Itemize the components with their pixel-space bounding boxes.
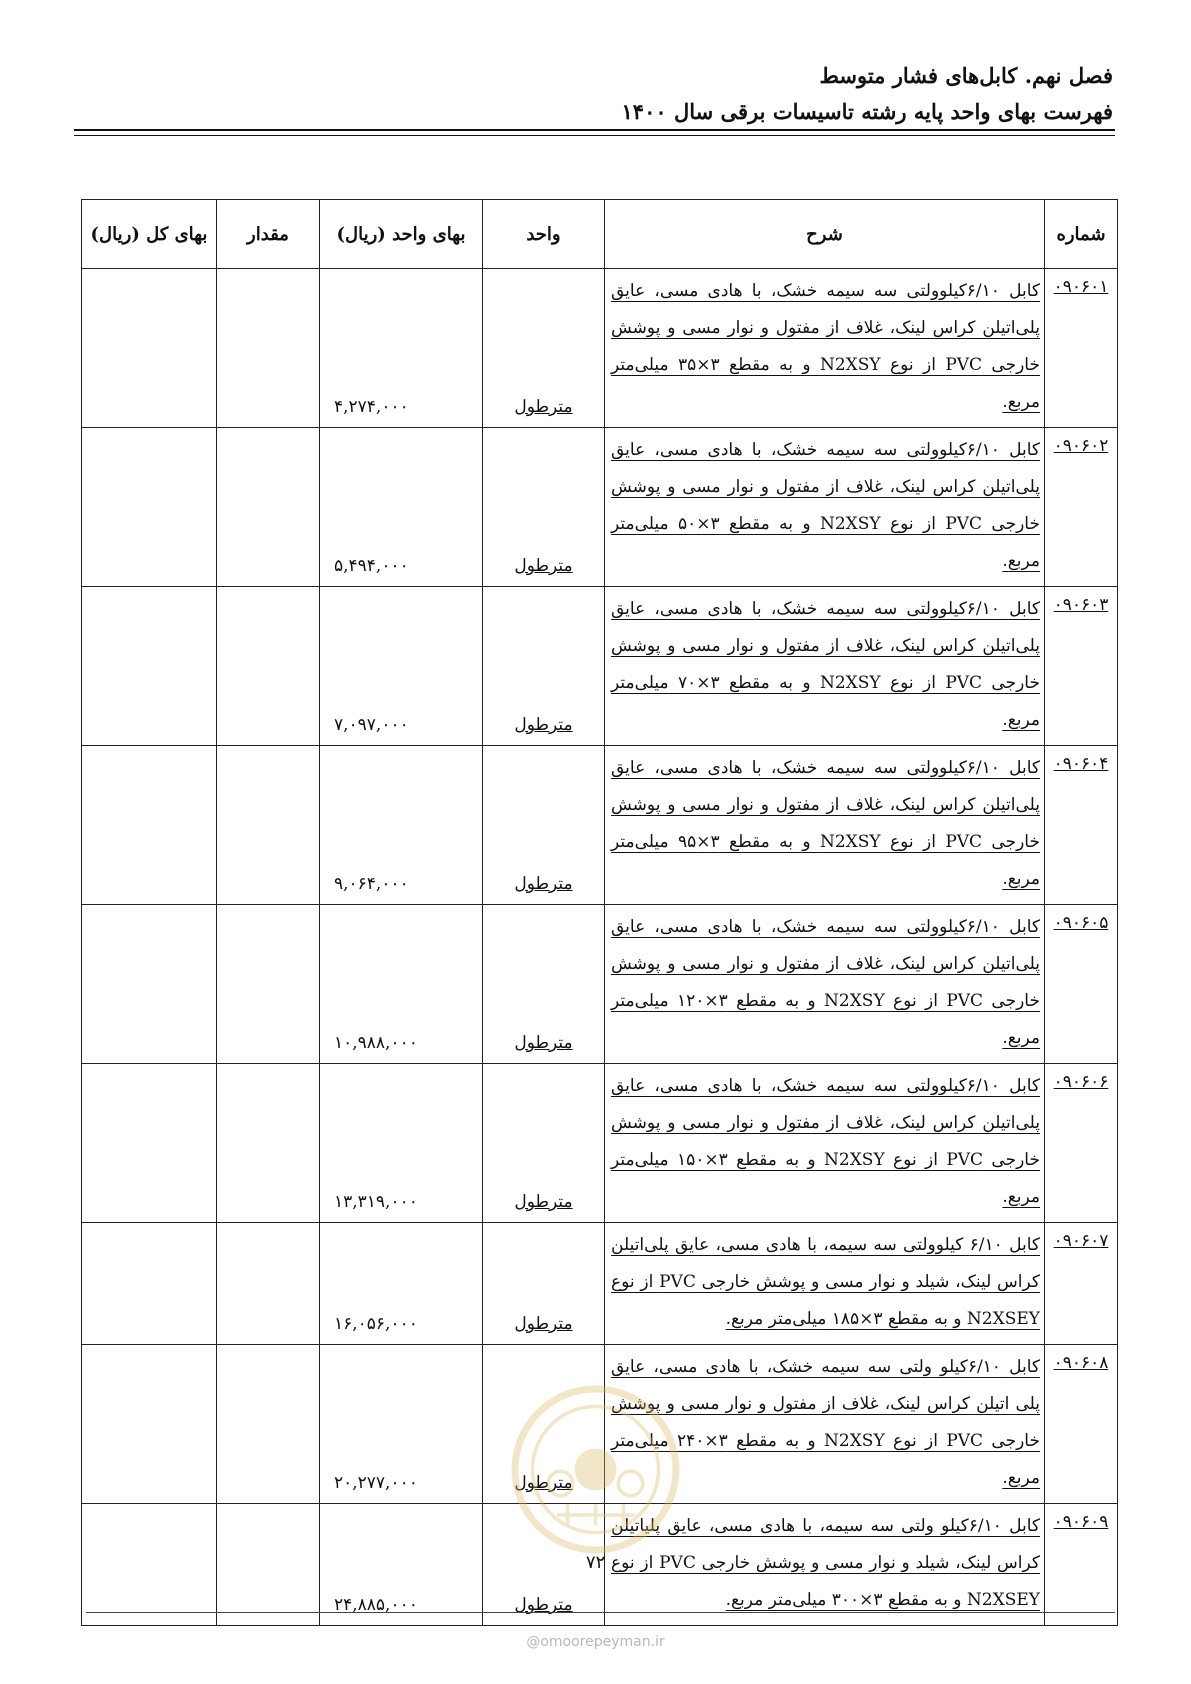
- item-total-price-cell: [82, 428, 217, 587]
- item-code: ۰۹۰۶۰۱: [1053, 277, 1109, 297]
- item-quantity-cell: [217, 587, 320, 746]
- item-code-cell: [1045, 1345, 1118, 1504]
- item-unit: مترطول: [514, 1033, 573, 1053]
- item-unit-price-cell: [320, 428, 483, 587]
- item-quantity-cell: [217, 1223, 320, 1345]
- item-unit-price: ۵,۴۹۴,۰۰۰: [334, 556, 409, 576]
- website-link[interactable]: @omoorepeyman.ir: [526, 1634, 665, 1650]
- item-unit-cell: [483, 428, 605, 587]
- item-description: کابل ۶/۱۰کیلوولتی سه سیمه خشک، با هادی مسی، عایق پلی‌اتیلن کراس لینک، غلاف از مفتول و نوار مسی و پوشش خارجی PVC از نوع N2XSY و به مقطع ۳×۳۵ میلی‌متر مربع.: [611, 281, 1040, 412]
- item-code-cell: [1045, 746, 1118, 905]
- item-unit-cell: [483, 905, 605, 1064]
- item-unit-price-cell: [320, 905, 483, 1064]
- item-unit-price: ۴,۲۷۴,۰۰۰: [334, 397, 409, 417]
- item-unit-price: ۱۶,۰۵۶,۰۰۰: [334, 1314, 418, 1334]
- item-total-price-cell: [82, 1223, 217, 1345]
- seal-logo-icon: [508, 1382, 683, 1557]
- item-unit: مترطول: [514, 874, 573, 894]
- item-unit-price-cell: [320, 587, 483, 746]
- item-code: ۰۹۰۶۰۲: [1053, 436, 1109, 456]
- column-header-qty: مقدار: [217, 200, 320, 269]
- table-row: [82, 428, 1118, 587]
- table-row: [82, 587, 1118, 746]
- item-total-price-cell: [82, 269, 217, 428]
- item-unit-price-cell: [320, 269, 483, 428]
- item-unit-cell: [483, 1064, 605, 1223]
- column-header-code: شماره: [1045, 200, 1118, 269]
- item-description-cell: [605, 905, 1045, 1064]
- item-unit-price-cell: [320, 1345, 483, 1504]
- item-total-price-cell: [82, 746, 217, 905]
- item-total-price-cell: [82, 1064, 217, 1223]
- item-code: ۰۹۰۶۰۵: [1053, 913, 1109, 933]
- item-unit-cell: [483, 587, 605, 746]
- column-header-desc: شرح: [605, 200, 1045, 269]
- item-code-cell: [1045, 269, 1118, 428]
- item-description: کابل ۶/۱۰کیلوولتی سه سیمه خشک، با هادی مسی، عایق پلی‌اتیلن کراس لینک، غلاف از مفتول و نوار مسی و پوشش خارجی PVC از نوع N2XSY و به مقطع ۳×۹۵ میلی‌متر مربع.: [611, 758, 1040, 889]
- item-description-cell: [605, 269, 1045, 428]
- item-unit-price: ۷,۰۹۷,۰۰۰: [334, 715, 409, 735]
- item-unit: مترطول: [514, 715, 573, 735]
- item-total-price-cell: [82, 587, 217, 746]
- item-total-price-cell: [82, 905, 217, 1064]
- header-rule-thick: [74, 129, 1115, 131]
- item-quantity-cell: [217, 746, 320, 905]
- footer-rule: [86, 1612, 1115, 1613]
- item-unit-price: ۲۴,۸۸۵,۰۰۰: [334, 1595, 418, 1615]
- page-header: [76, 58, 1113, 130]
- header-rule-thin: [74, 135, 1115, 136]
- table-row: [82, 746, 1118, 905]
- item-unit-price-cell: [320, 1223, 483, 1345]
- item-code: ۰۹۰۶۰۹: [1053, 1512, 1109, 1532]
- chapter-title: فصل نهم. کابل‌های فشار متوسط: [819, 63, 1113, 88]
- item-total-price-cell: [82, 1345, 217, 1504]
- item-description: کابل ۶/۱۰کیلوولتی سه سیمه خشک، با هادی مسی، عایق پلی‌اتیلن کراس لینک، غلاف از مفتول و نوار مسی و پوشش خارجی PVC از نوع N2XSY و به مقطع ۳×۱۵۰ میلی‌متر مربع.: [611, 1076, 1040, 1207]
- item-code-cell: [1045, 1223, 1118, 1345]
- item-description: کابل ۶/۱۰کیلوولتی سه سیمه خشک، با هادی مسی، عایق پلی‌اتیلن کراس لینک، غلاف از مفتول و نوار مسی و پوشش خارجی PVC از نوع N2XSY و به مقطع ۳×۷۰ میلی‌متر مربع.: [611, 599, 1040, 730]
- item-unit-cell: [483, 269, 605, 428]
- item-description-cell: [605, 587, 1045, 746]
- item-unit-price: ۲۰,۲۷۷,۰۰۰: [334, 1473, 418, 1493]
- item-quantity-cell: [217, 428, 320, 587]
- item-description-cell: [605, 428, 1045, 587]
- item-description: کابل ۶/۱۰کیلوولتی سه سیمه خشک، با هادی مسی، عایق پلی‌اتیلن کراس لینک، غلاف از مفتول و نوار مسی و پوشش خارجی PVC از نوع N2XSY و به مقطع ۳×۵۰ میلی‌متر مربع.: [611, 440, 1040, 571]
- table-row: [82, 269, 1118, 428]
- item-description-cell: [605, 1064, 1045, 1223]
- table-row: [82, 1223, 1118, 1345]
- item-description: کابل ۶/۱۰کیلو ولتی سه سیمه خشک، با هادی مسی، عایق پلی اتیلن کراس لینک، غلاف از مفتول و نوار مسی و پوشش خارجی PVC از نوع N2XSY و به مقطع ۳×۲۴۰ میلی‌متر مربع.: [611, 1357, 1040, 1488]
- item-unit-price: ۱۳,۳۱۹,۰۰۰: [334, 1192, 418, 1212]
- item-unit: مترطول: [514, 1192, 573, 1212]
- item-unit: مترطول: [514, 556, 573, 576]
- item-description: کابل ۶/۱۰کیلوولتی سه سیمه خشک، با هادی مسی، عایق پلی‌اتیلن کراس لینک، غلاف از مفتول و نوار مسی و پوشش خارجی PVC از نوع N2XSY و به مقطع ۳×۱۲۰ میلی‌متر مربع.: [611, 917, 1040, 1048]
- table-header-row: [82, 200, 1118, 269]
- item-unit: مترطول: [514, 1595, 573, 1615]
- table-row: [82, 1064, 1118, 1223]
- item-code-cell: [1045, 428, 1118, 587]
- table-row: [82, 905, 1118, 1064]
- page-number: ۷۲: [585, 1552, 606, 1573]
- item-unit-price: ۱۰,۹۸۸,۰۰۰: [334, 1033, 418, 1053]
- item-description-cell: [605, 1223, 1045, 1345]
- item-description: کابل ۶/۱۰کیلو ولتی سه سیمه، با هادی مسی، عایق پلیاتیلن کراس لینک، شیلد و نوار مسی و پوشش خارجی PVC از نوع N2XSEY و به مقطع ۳×۳۰۰ میلی‌متر مربع.: [611, 1516, 1040, 1610]
- item-code: ۰۹۰۶۰۸: [1053, 1353, 1109, 1373]
- item-code-cell: [1045, 1064, 1118, 1223]
- column-header-unit-price: بهای واحد (ریال): [320, 200, 483, 269]
- item-quantity-cell: [217, 1064, 320, 1223]
- item-quantity-cell: [217, 905, 320, 1064]
- item-code-cell: [1045, 905, 1118, 1064]
- item-description: کابل ۶/۱۰ کیلوولتی سه سیمه، با هادی مسی، عایق پلی‌اتیلن کراس لینک، شیلد و نوار مسی و پوشش خارجی PVC از نوع N2XSEY و به مقطع ۳×۱۸۵ میلی‌متر مربع.: [611, 1235, 1040, 1329]
- item-code: ۰۹۰۶۰۳: [1053, 595, 1109, 615]
- item-code: ۰۹۰۶۰۷: [1053, 1231, 1109, 1251]
- item-unit-cell: [483, 746, 605, 905]
- item-unit-cell: [483, 1223, 605, 1345]
- item-quantity-cell: [217, 1345, 320, 1504]
- item-unit-price-cell: [320, 1064, 483, 1223]
- item-quantity-cell: [217, 269, 320, 428]
- item-unit: مترطول: [514, 397, 573, 417]
- document-subtitle: فهرست بهای واحد پایه رشته تاسیسات برقی سال ۱۴۰۰: [621, 99, 1113, 124]
- column-header-unit: واحد: [483, 200, 605, 269]
- item-unit-price-cell: [320, 746, 483, 905]
- item-description-cell: [605, 746, 1045, 905]
- column-header-total: بهای کل (ریال): [82, 200, 217, 269]
- item-unit-price: ۹,۰۶۴,۰۰۰: [334, 874, 409, 894]
- item-code: ۰۹۰۶۰۶: [1053, 1072, 1109, 1092]
- item-unit: مترطول: [514, 1473, 573, 1493]
- item-unit: مترطول: [514, 1314, 573, 1334]
- item-code: ۰۹۰۶۰۴: [1053, 754, 1109, 774]
- item-code-cell: [1045, 587, 1118, 746]
